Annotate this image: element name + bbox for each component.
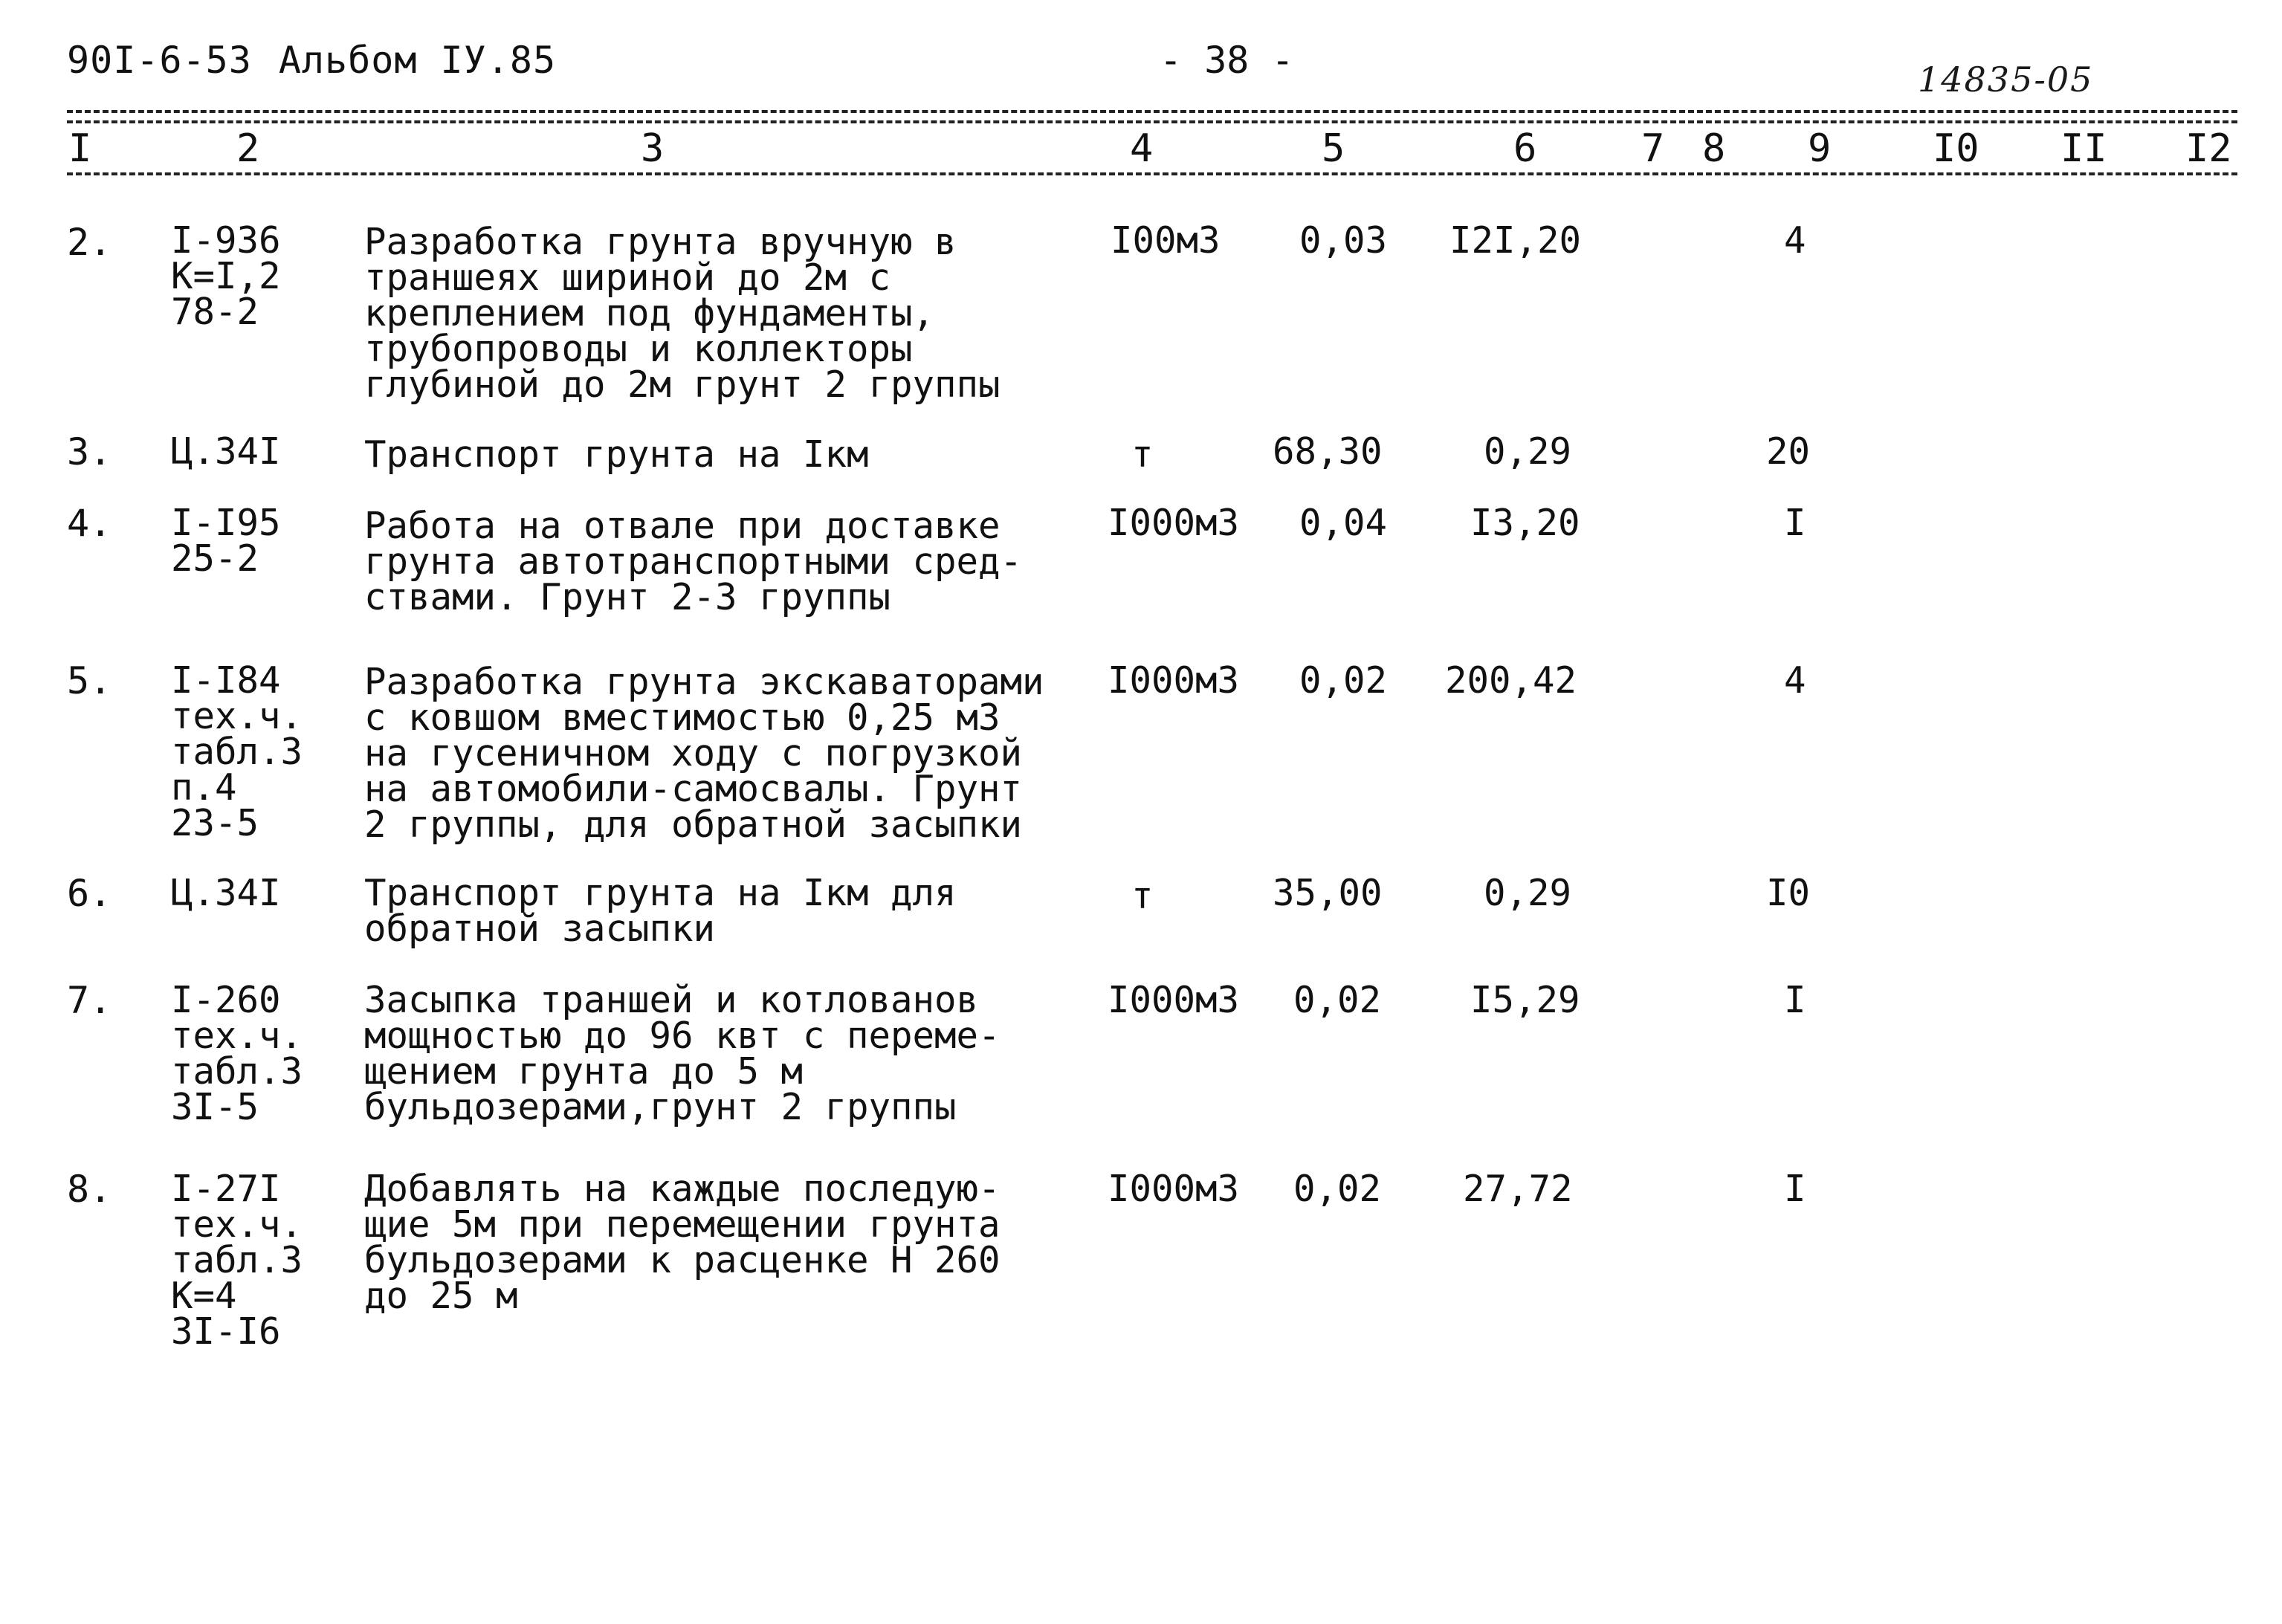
column-header-10: I0 [1933,126,1979,171]
work-description: Транспорт грунта на Iкм для обратной засыпки [364,872,957,950]
column-header-8: 8 [1702,126,1726,171]
album-label: Альбом IУ.85 [278,39,557,82]
quantity: 68,30 [1273,430,1383,473]
rate-code: Ц.34I [171,872,281,914]
column-9-value: I [1784,979,1806,1021]
unit-price: 200,42 [1445,659,1577,702]
column-9-value: I0 [1766,872,1811,914]
row-number: 2. [67,221,112,264]
unit: I000м3 [1108,1168,1240,1210]
quantity: 0,03 [1299,219,1388,262]
column-9-value: 4 [1784,219,1806,262]
work-description: Работа на отвале при доставке грунта автотранспортными сред- ствами. Грунт 2-3 группы [364,505,1023,618]
work-description: Добавлять на каждые последую- щие 5м при перемещении грунта бульдозерами к расценке Н 260 до 25 м [364,1168,1001,1317]
unit-price: I2I,20 [1449,219,1582,262]
unit: I000м3 [1108,502,1240,544]
quantity: 35,00 [1273,872,1383,914]
column-header-12: I2 [2185,126,2232,171]
row-number: 3. [67,430,112,473]
rate-code: I-260 тех.ч. табл.3 3I-5 [171,979,303,1128]
unit: т [1131,433,1154,476]
column-header-5: 5 [1322,126,1345,171]
quantity: 0,02 [1293,979,1382,1021]
row-number: 5. [67,659,112,702]
document-code: 90I-6-53 [67,39,252,82]
unit: I00м3 [1111,219,1221,262]
unit-price: 0,29 [1484,872,1572,914]
rate-code: I-I95 25-2 [171,502,281,580]
unit: I000м3 [1108,659,1240,702]
column-9-value: I [1784,502,1806,544]
work-description: Разработка грунта вручную в траншеях шириной до 2м с креплением под фундаменты, трубопроводы и коллекторы глубиной до 2м грунт 2 группы [364,221,1001,406]
column-header-2: 2 [236,126,260,171]
row-number: 8. [67,1168,112,1211]
document-header [67,39,556,82]
row-number: 7. [67,979,112,1022]
rate-code: I-I84 тех.ч. табл.3 п.4 23-5 [171,659,303,844]
column-header-11: II [2060,126,2107,171]
work-description: Транспорт грунта на Iкм [364,433,869,476]
quantity: 0,02 [1299,659,1388,702]
header-rule-bottom [67,172,2237,175]
row-number: 6. [67,872,112,915]
unit-price: I3,20 [1470,502,1580,544]
unit-price: 0,29 [1484,430,1572,473]
column-header-6: 6 [1513,126,1537,171]
column-9-value: 4 [1784,659,1806,702]
page-number: - 38 - [1160,39,1294,82]
column-header-7: 7 [1641,126,1665,171]
row-number: 4. [67,502,112,545]
work-description: Засыпка траншей и котлованов мощностью до 96 квт с переме- щением грунта до 5 м бульдозерами,грунт 2 группы [364,979,1001,1128]
rate-code: Ц.34I [171,430,281,473]
rate-code: I-27I тех.ч. табл.3 К=4 3I-I6 [171,1168,303,1353]
quantity: 0,02 [1293,1168,1382,1210]
unit-price: 27,72 [1463,1168,1573,1210]
column-header-1: I [68,126,92,171]
column-header-9: 9 [1808,126,1832,171]
column-header-4: 4 [1130,126,1154,171]
rate-code: I-936 К=I,2 78-2 [171,219,281,333]
quantity: 0,04 [1299,502,1388,544]
header-rule-top [67,110,2237,113]
column-9-value: 20 [1766,430,1811,473]
unit: I000м3 [1108,979,1240,1021]
work-description: Разработка грунта экскаваторами с ковшом вместимостью 0,25 м3 на гусеничном ходу с погрузкой на автомобили-самосвалы. Грунт 2 группы, для обратной засыпки [364,661,1044,846]
unit-price: I5,29 [1470,979,1580,1021]
unit: т [1131,875,1154,917]
header-rule-top-2 [67,120,2237,123]
column-header-3: 3 [641,126,665,171]
column-9-value: I [1784,1168,1806,1210]
handwritten-code: 14835-05 [1918,59,2094,100]
